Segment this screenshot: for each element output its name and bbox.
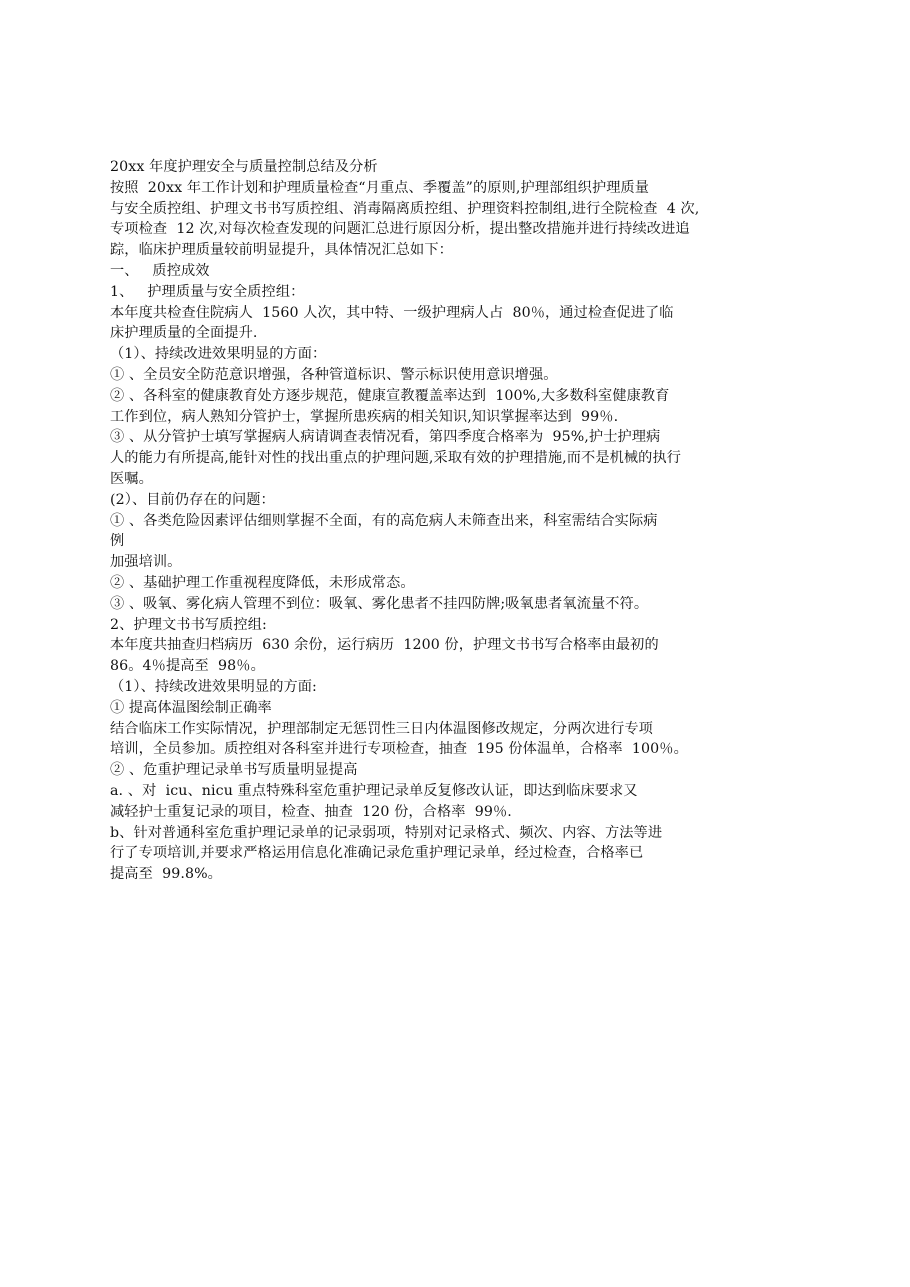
list-heading: (2）、目前仍存在的问题： — [110, 491, 275, 508]
list-item: ② 、基础护理工作重视程度降低，未形成常态。 — [110, 574, 415, 591]
paragraph-line: 本年度共检查住院病人 1560 人次，其中特、一级护理病人占 80％，通过检查促进了临 — [110, 304, 674, 321]
paragraph-line: 培训，全员参加。质控组对各科室并进行专项检查，抽查 195 份体温单，合格率 100％。 — [110, 741, 688, 758]
list-item-continuation: 提高至 99.8%。 — [110, 866, 222, 883]
paragraph-line: 结合临床工作实际情况，护理部制定无惩罚性三日内体温图修改规定，分两次进行专项 — [110, 720, 653, 737]
paragraph-line: 86。4％提高至 98％。 — [110, 658, 265, 675]
paragraph-line: 床护理质量的全面提升. — [110, 325, 258, 342]
paragraph-line: 专项检查 12 次,对每次检查发现的问题汇总进行原因分析，提出整改措施并进行持续改进追 — [110, 221, 690, 238]
list-item-continuation: 加强培训。 — [110, 554, 182, 571]
section-heading: 一、 质控成效 — [110, 262, 210, 279]
subsection-heading: 2、护理文书书写质控组: — [110, 616, 267, 633]
document-body — [110, 157, 770, 885]
list-item: ② 、各科室的健康教育处方逐步规范，健康宣教覆盖率达到 100%,大多数科室健康教育 — [110, 387, 670, 404]
list-item-continuation: 例 — [110, 533, 125, 550]
list-item-continuation: 行了专项培训,并要求严格运用信息化准确记录危重护理记录单，经过检查，合格率已 — [110, 845, 644, 862]
list-item: ③ 、从分管护士填写掌握病人病请调查表情况看，第四季度合格率为 95%,护士护理病 — [110, 429, 661, 446]
list-item: a. 、对 icu、nicu 重点特殊科室危重护理记录单反复修改认证，即达到临床要求又 — [110, 782, 638, 799]
subsection-heading: 1、 护理质量与安全质控组： — [110, 283, 305, 300]
list-item-continuation: 医嘱。 — [110, 470, 153, 487]
list-item-continuation: 工作到位，病人熟知分管护士，掌握所患疾病的相关知识,知识掌握率达到 99％. — [110, 408, 619, 425]
list-item: ① 、全员安全防范意识增强，各种管道标识、警示标识使用意识增强。 — [110, 366, 558, 383]
paragraph-line: 按照 20xx 年工作计划和护理质量检查“月重点、季覆盖”的原则,护理部组织护理质量 — [110, 179, 650, 196]
list-heading: （1）、持续改进效果明显的方面： — [110, 346, 327, 363]
list-item: ② 、危重护理记录单书写质量明显提高 — [110, 762, 358, 779]
list-heading: （1）、持续改进效果明显的方面: — [110, 678, 317, 695]
list-item: b、针对普通科室危重护理记录单的记录弱项，特别对记录格式、频次、内容、方法等进 — [110, 824, 663, 841]
list-item: ① 、各类危险因素评估细则掌握不全面，有的高危病人未筛查出来，科室需结合实际病 — [110, 512, 658, 529]
paragraph-line: 本年度共抽查归档病历 630 余份，运行病历 1200 份，护理文书书写合格率由最初的 — [110, 637, 659, 654]
paragraph-line: 与安全质控组、护理文书书写质控组、消毒隔离质控组、护理资料控制组,进行全院检查 4 次, — [110, 200, 700, 217]
list-item: ① 提高体温图绘制正确率 — [110, 699, 272, 716]
list-item-continuation: 减轻护士重复记录的项目，检查、抽查 120 份，合格率 99％. — [110, 803, 512, 820]
paragraph-line: 踪，临床护理质量较前明显提升，具体情况汇总如下： — [110, 242, 453, 259]
list-item-continuation: 人的能力有所提高,能针对性的找出重点的护理问题,采取有效的护理措施,而不是机械的执行 — [110, 450, 682, 467]
document-title: 20xx 年度护理安全与质量控制总结及分析 — [110, 159, 378, 175]
list-item: ③ 、吸氧、雾化病人管理不到位：吸氧、雾化患者不挂四防牌;吸氧患者氧流量不符。 — [110, 595, 649, 612]
